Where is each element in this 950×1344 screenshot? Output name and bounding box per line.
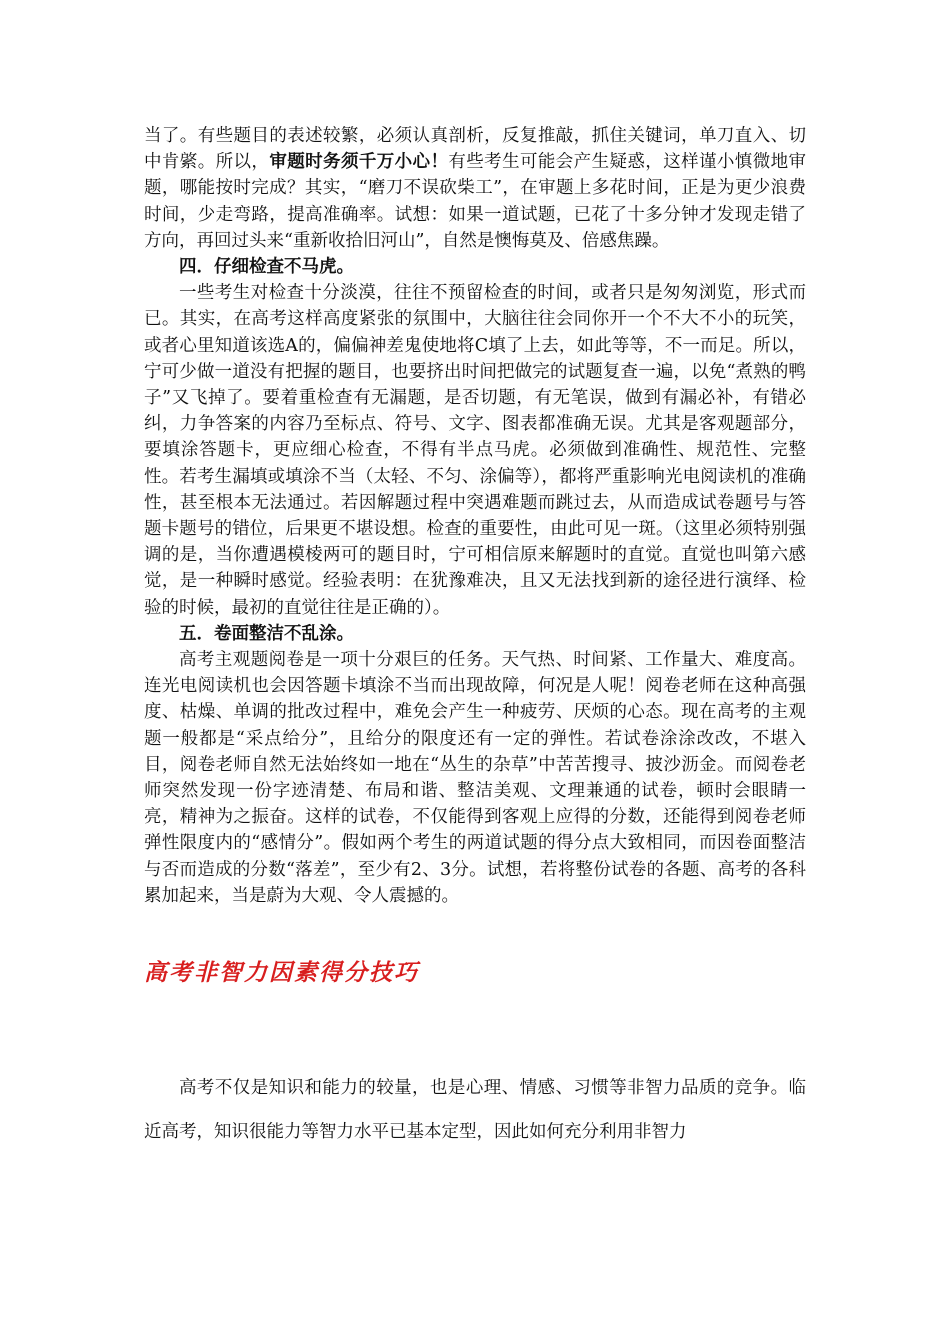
article-body	[144, 123, 806, 909]
emphasis-text: 审题时务须千万小心！	[269, 152, 449, 173]
paragraph-review-question	[144, 123, 806, 254]
paragraph-text: 有些考生可能会产生疑惑，这样谨小慎微地审题，哪能按时完成？其实，“磨刀不误砍柴工”，在审题上多花时间，正是为更少浪费时间，少走弯路，提高准确率。试想：如果一道试题，已花了十多分钟才发现走错了方向，再回过头来“重新收拾旧河山”，自然是懊悔莫及、倍感焦躁。	[144, 152, 807, 251]
paragraph-intro: 高考不仅是知识和能力的较量，也是心理、情感、习惯等非智力品质的竞争。临近高考，知识很能力等智力水平已基本定型，因此如何充分利用非智力	[144, 1078, 806, 1142]
section-heading-4: 四．仔细检查不马虎。	[179, 257, 354, 278]
paragraph-check-carefully: 一些考生对检查十分淡漠，往往不预留检查的时间，或者只是匆匆浏览，形式而已。其实，在高考这样高度紧张的氛围中，大脑往往会同你开一个不大不小的玩笑，或者心里知道该选A的，偏偏神差鬼使地将C填了上去，如此等等，不一而足。所以，宁可少做一道没有把握的题目，也要挤出时间把做完的试题复查一遍，以免“煮熟的鸭子”又飞掉了。要着重检查有无漏题，是否切题，有无笔误，做到有漏必补，有错必纠，力争答案的内容乃至标点、符号、文字、图表都准确无误。尤其是客观题部分，要填涂答题卡，更应细心检查，不得有半点马虎。必须做到准确性、规范性、完整性。若考生漏填或填涂不当（太轻、不匀、涂偏等），都将严重影响光电阅读机的准确性，甚至根本无法通过。若因解题过程中突遇难题而跳过去，从而造成试卷题号与答题卡题号的错位，后果更不堪设想。检查的重要性，由此可见一斑。（这里必须特别强调的是，当你遭遇模棱两可的题目时，宁可相信原来解题时的直觉。直觉也叫第六感觉，是一种瞬时感觉。经验表明：在犹豫难决，且又无法找到新的途径进行演绎、检验的时候，最初的直觉往往是正确的）。	[144, 283, 806, 618]
intro-section	[144, 1066, 806, 1154]
section-title: 高考非智力因素得分技巧	[144, 960, 419, 986]
section-heading-5: 五．卷面整洁不乱涂。	[179, 623, 354, 644]
paragraph-neat-paper: 高考主观题阅卷是一项十分艰巨的任务。天气热、时间紧、工作量大、难度高。连光电阅读机也会因答题卡填涂不当而出现故障，何况是人呢！阅卷老师在这种高强度、枯燥、单调的批改过程中，难免会产生一种疲劳、厌烦的心态。现在高考的主观题一般都是“采点给分”，且给分的限度还有一定的弹性。若试卷涂涂改改，不堪入目，阅卷老师自然无法始终如一地在“丛生的杂草”中苦苦搜寻、披沙沥金。而阅卷老师突然发现一份字迹清楚、布局和谐、整洁美观、文理兼通的试卷，顿时会眼睛一亮，精神为之振奋。这样的试卷，不仅能得到客观上应得的分数，还能得到阅卷老师弹性限度内的“感情分”。假如两个考生的两道试题的得分点大致相同，而因卷面整洁与否而造成的分数“落差”，至少有2、3分。试想，若将整份试卷的各题、高考的各科累加起来，当是蔚为大观、令人震撼的。	[144, 650, 806, 906]
paragraph-text: 当了。有些题目的表述较繁，必须认真剖析，反复推敲，抓住关键词，单刀直入、切中肯綮。所以，	[144, 126, 806, 173]
